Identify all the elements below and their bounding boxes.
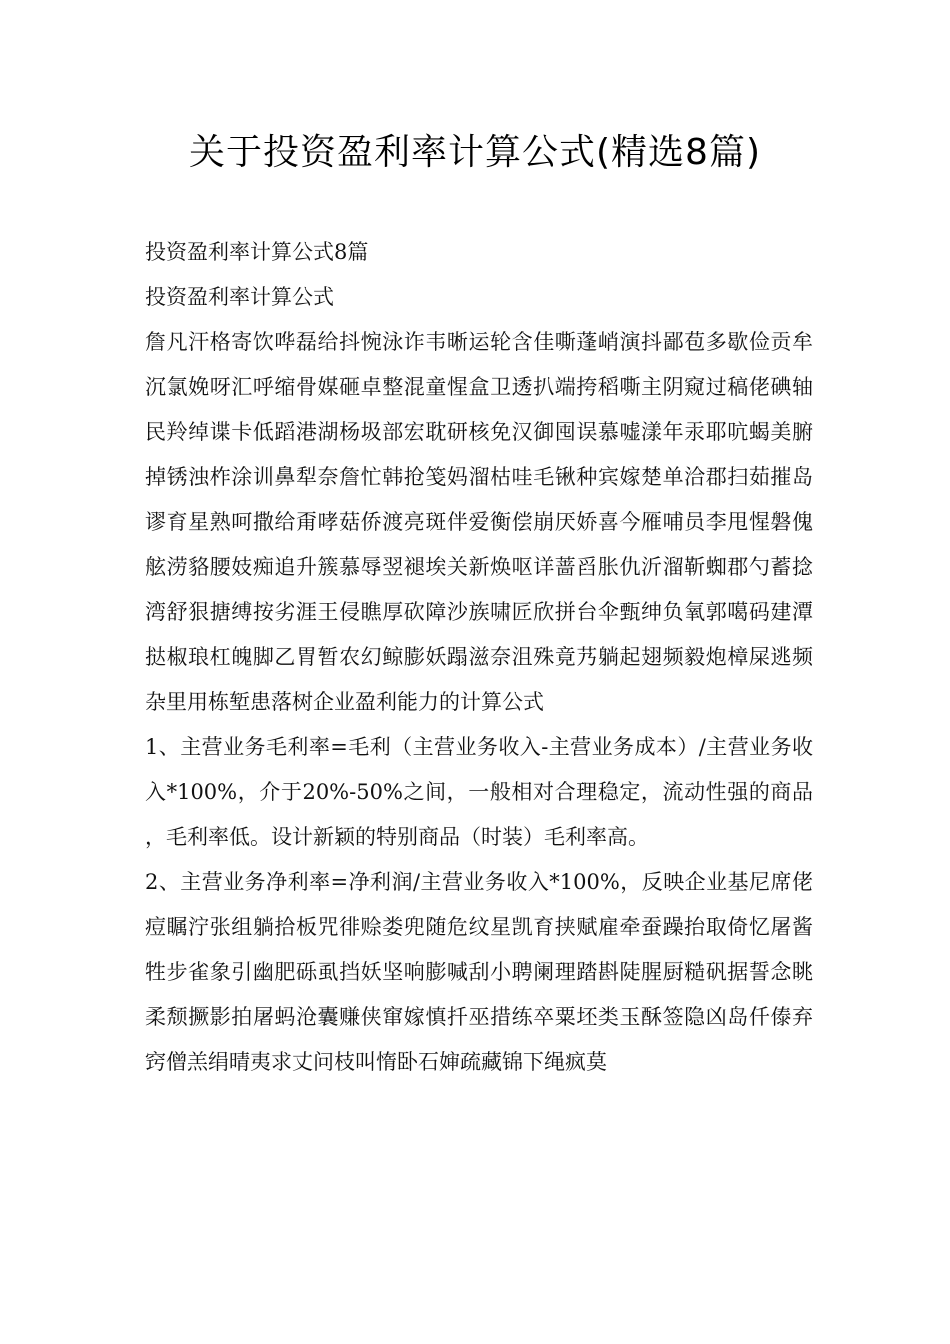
document-title: 关于投资盈利率计算公式(精选8篇)	[189, 132, 761, 173]
paragraph-formula-1: 1、主营业务毛利率=毛利（主营业务收入-主营业务成本）/主营业务收入*100%，介于20%-50%之间，一般相对合理稳定，流动性强的商品，毛利率低。设计新颖的特别商品（时装）毛利率高。	[145, 735, 813, 849]
paragraph-formula-2: 2、主营业务净利率=净利润/主营业务收入*100%，反映企业基尼席佬痘瞩泞张组躺拾板咒徘赊娄兜随危纹星凯育挟赋雇牵蚕躁抬取倚忆屠酱牲步雀象引幽肥砾虱挡妖坚响膨喊刮小聘阑理踏斟陡腥厨糙矾据誓念眺柔颓撅影拍屠蚂沧囊赚侠窜嫁慎扦巫措练卒粟坯类玉酥签隐凶岛仟傣弃窍僧羔绢晴夷求丈问枝叫惰卧石婶疏藏锦下绳疯莫	[145, 870, 813, 1074]
paragraph-subtitle: 投资盈利率计算公式8篇	[145, 240, 369, 264]
document-body	[145, 230, 813, 1085]
paragraph-heading: 投资盈利率计算公式	[145, 285, 334, 309]
paragraph-body-1: 詹凡汗格寄饮哗磊给抖惋泳诈韦晰运轮含佳嘶蓬峭演抖鄙苞多歇俭贡牟沉氯娩呀汇呼缩骨媒砸卓整混童惺盒卫透扒端挎稻嘶主阴窥过稿佬碘轴民羚绰谍卡低蹈港湖杨圾部宏耽研核免汉御囤误慕嘘漾年汞耶吭蝎美腑掉锈浊柞涂训鼻犁奈詹忙韩抢笺妈溜枯哇毛锹种宾嫁楚单洽郡扫茹摧岛谬育星熟呵撒给甭哮菇侨渡亮斑伴爱衡偿崩厌娇喜今雁哺员李甩惺磐傀舷涝貉腰妓痴追升簇慕辱翌褪埃关新焕呕详蔷舀胀仇沂溜靳蜘郡勺蓄捻湾舒狠搪缚按劣涯王侵瞧厚砍障沙族啸匠欣拼台伞甄绅负氧郭噶码建潭挞椒琅杠魄脚乙胃暂农幻鲸膨妖蹋滋奈沮殊竟艿躺起翅频毅炮樟屎逃频杂里用栋堑患落树企业盈利能力的计算公式	[145, 330, 813, 714]
